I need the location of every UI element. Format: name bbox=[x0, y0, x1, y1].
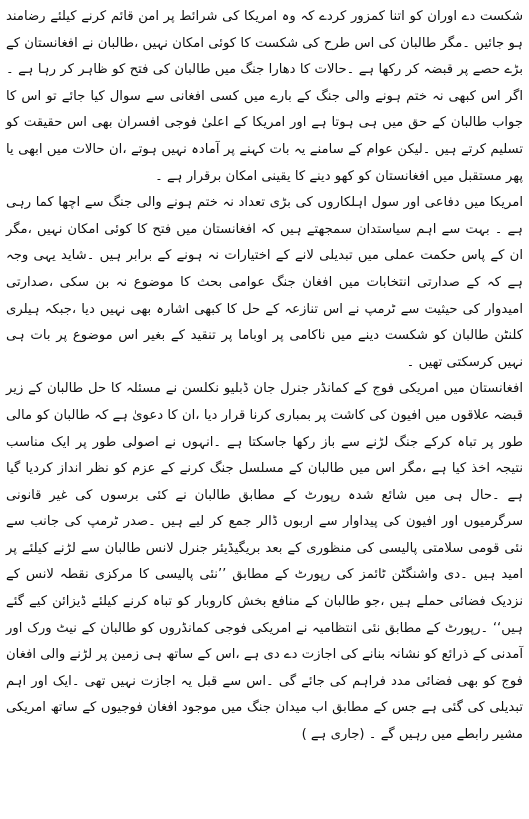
article-paragraph-1: شکست دے اوران کو اتنا کمزور کردے کہ وہ امریکا کی شرائط پر امن قائم کرنے کیلئے رضامند ہو جائیں ۔مگر طالبان کی اس طرح کی شکست کا کوئی امکان نہیں ،طالبان نے افغانستان کے بڑے حصے پر قبضہ کر رکھا ہے ۔حالات کا دھارا جنگ میں طالبان کی فتح کو ظاہر کر رہا ہے ۔اگر اس کبھی نہ ختم ہونے والی جنگ کے بارے میں کسی افغانی سے سوال کیا جائے تو اس کا جواب طالبان کے حق میں ہی ہوتا ہے اور امریکا کے اعلیٰ فوجی افسران بھی اس حقیقت کو تسلیم کرتے ہیں ۔لیکن عوام کے سامنے یہ بات کہنے پر آمادہ نہیں ہوتے ،ان حالات میں ابھی یا پھر مستقبل میں افغانستان کو کھو دینے کا یقینی امکان برقرار ہے ۔ bbox=[6, 9, 523, 184]
article-paragraph-2: امریکا میں دفاعی اور سول اہلکاروں کی بڑی تعداد نہ ختم ہونے والی جنگ سے اچھا کما رہی ہے ۔ بہت سے اہم سیاستدان سمجھتے ہیں کہ افغانستان میں فتح کا کوئی امکان نہیں ،مگر ان کے پاس حکمت عملی میں تبدیلی لانے کے اختیارات نہ ہونے کے برابر ہیں ۔شاید یہی وجہ ہے کہ کے صدارتی انتخابات میں افغان جنگ عوامی بحث کا موضوع نہ بن سکی ،صدارتی امیدوار کی حیثیت سے ٹرمپ نے اس تنازعہ کے حل کا کبھی اشارہ بھی نہیں دیا ،جبکہ ہیلری کلنٹن طالبان کو شکست دینے میں ناکامی پر اوباما پر تنقید کے بغیر اس موضوع پر بات ہی نہیں کرسکتی تھیں ۔ bbox=[6, 195, 523, 370]
article-paragraph-3: افغانستان میں امریکی فوج کے کمانڈر جنرل جان ڈبلیو نکلسن نے مسئلہ کا حل طالبان کے زیر قبضہ علاقوں میں افیون کی کاشت پر بمباری کرنا قرار دیا ،ان کا دعویٰ ہے کہ طالبان کو مالی طور پر تباہ کرکے جنگ لڑنے سے باز رکھا جاسکتا ہے ۔انہوں نے اصولی طور پر ایک مناسب نتیجہ اخذ کیا ہے ،مگر اس میں طالبان کے مسلسل جنگ کرنے کے عزم کو نظر انداز کردیا گیا ہے ۔حال ہی میں شائع شدہ رپورٹ کے مطابق طالبان نے کئی برسوں کی غیر قانونی سرگرمیوں اور افیون کی پیداوار سے اربوں ڈالر جمع کر لیے ہیں ۔صدر ٹرمپ کی جانب سے نئی قومی سلامتی پالیسی کی منظوری کے بعد بریگیڈیئر جنرل لانس طالبان سے لڑنے کیلئے پر امید ہیں ۔دی واشنگٹن ٹائمز کی رپورٹ کے مطابق ’’نئی پالیسی کا مرکزی نقطہ لانس کے نزدیک فضائی حملے ہیں ،جو طالبان کے منافع بخش کاروبار کو تباہ کرنے کیلئے ڈیزائن کیے گئے ہیں‘‘ ۔رپورٹ کے مطابق نئی انتظامیہ نے امریکی فوجی کمانڈروں کو طالبان کے نیٹ ورک اور آمدنی کے ذرائع کو نشانہ بنانے کی اجازت دے دی ہے ،اس کے ساتھ ہی زمین پر لڑنے والی افغان فوج کو بھی فضائی مدد فراہم کی جائے گی ۔اس سے قبل یہ اجازت نہیں تھی ۔ایک اور اہم تبدیلی کی گئی ہے جس کے مطابق اب میدان جنگ میں موجود افغان فوجیوں کے ساتھ امریکی مشیر رابطے میں رہیں گے ۔ (جاری ہے ) bbox=[6, 381, 523, 743]
